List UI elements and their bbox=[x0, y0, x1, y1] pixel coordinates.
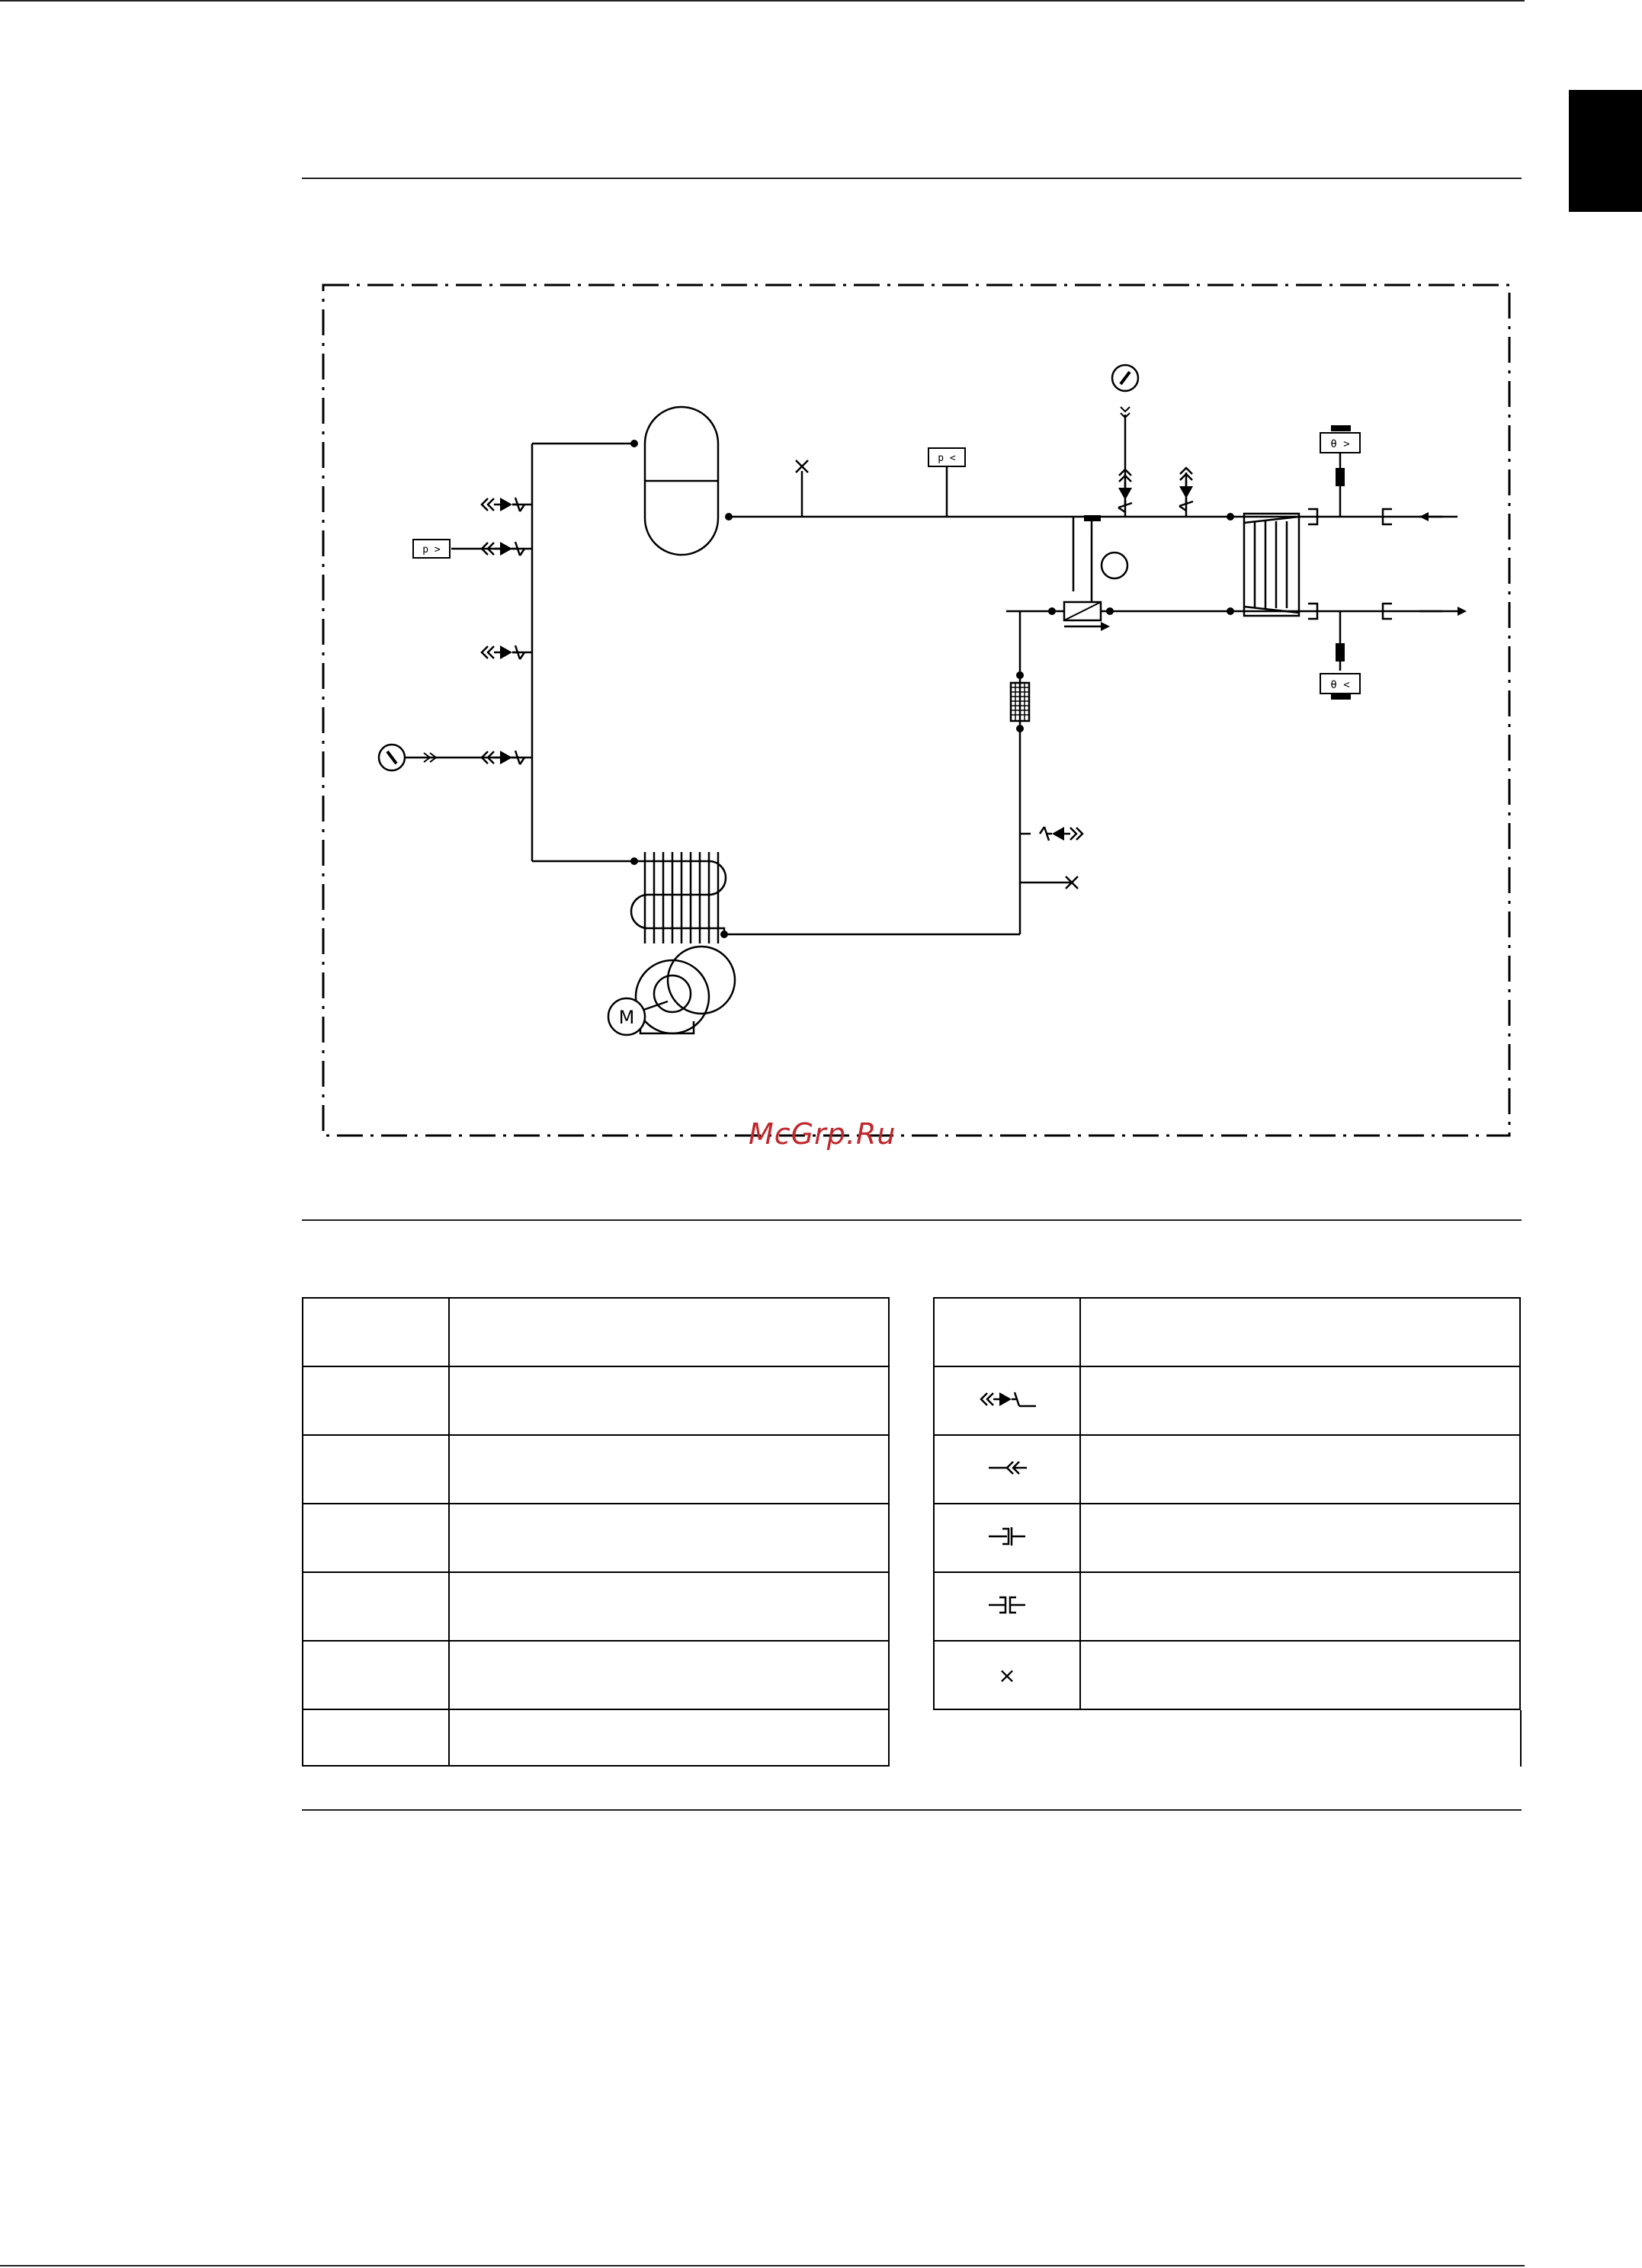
symbol-cell bbox=[303, 1709, 449, 1766]
check-valve-coupling-icon bbox=[934, 1366, 1080, 1435]
table-row bbox=[303, 1572, 889, 1641]
table-row bbox=[934, 1572, 1520, 1641]
legend-table-right bbox=[933, 1297, 1521, 1710]
description-cell bbox=[449, 1366, 889, 1435]
table-row bbox=[934, 1641, 1520, 1709]
description-cell bbox=[1080, 1435, 1520, 1504]
table-edge-line bbox=[1520, 1710, 1522, 1767]
pump-circle bbox=[1102, 553, 1127, 578]
symbol-cell bbox=[934, 1298, 1080, 1366]
description-cell bbox=[1080, 1641, 1520, 1709]
system-boundary bbox=[323, 285, 1509, 1136]
description-cell bbox=[449, 1504, 889, 1572]
temp-sensor-high-label: θ > bbox=[1330, 438, 1350, 450]
fan-housing-rear bbox=[668, 947, 735, 1014]
table-row bbox=[934, 1298, 1520, 1366]
quick-coupling-icon bbox=[934, 1435, 1080, 1504]
description-cell bbox=[1080, 1366, 1520, 1435]
watermark: McGrp.Ru bbox=[749, 1117, 896, 1151]
table-row bbox=[303, 1504, 889, 1572]
section-rule-3 bbox=[302, 1809, 1522, 1811]
table-row bbox=[303, 1641, 889, 1709]
fan-hub bbox=[654, 975, 691, 1012]
description-cell bbox=[1080, 1504, 1520, 1572]
description-cell bbox=[449, 1298, 889, 1366]
pressure-switch-high-label: p > bbox=[422, 544, 441, 556]
symbol-cell bbox=[303, 1641, 449, 1709]
description-cell bbox=[449, 1572, 889, 1641]
plug-x-icon: × bbox=[934, 1641, 1080, 1709]
symbol-cell bbox=[303, 1504, 449, 1572]
table-row bbox=[303, 1435, 889, 1504]
description-cell bbox=[1080, 1298, 1520, 1366]
symbol-cell bbox=[303, 1435, 449, 1504]
symbol-cell bbox=[303, 1366, 449, 1435]
socket-coupling-icon bbox=[934, 1572, 1080, 1641]
table-row bbox=[303, 1366, 889, 1435]
symbol-cell bbox=[303, 1572, 449, 1641]
table-row bbox=[934, 1435, 1520, 1504]
description-cell bbox=[449, 1435, 889, 1504]
table-row bbox=[934, 1504, 1520, 1572]
bottom-rule bbox=[0, 2265, 1525, 2266]
section-rule-2 bbox=[302, 1219, 1522, 1221]
description-cell bbox=[449, 1641, 889, 1709]
table-row bbox=[303, 1298, 889, 1366]
legend-table-left bbox=[302, 1297, 890, 1767]
temp-sensor-low-label: θ < bbox=[1330, 679, 1350, 691]
heat-exchanger bbox=[1244, 514, 1299, 616]
symbol-cell bbox=[303, 1298, 449, 1366]
plug-coupling-icon bbox=[934, 1504, 1080, 1572]
motor-label: M bbox=[618, 1007, 635, 1028]
table-row bbox=[934, 1366, 1520, 1435]
table-row bbox=[303, 1709, 889, 1766]
description-cell bbox=[1080, 1572, 1520, 1641]
description-cell bbox=[449, 1709, 889, 1766]
pressure-switch-low-label: p < bbox=[938, 453, 956, 464]
